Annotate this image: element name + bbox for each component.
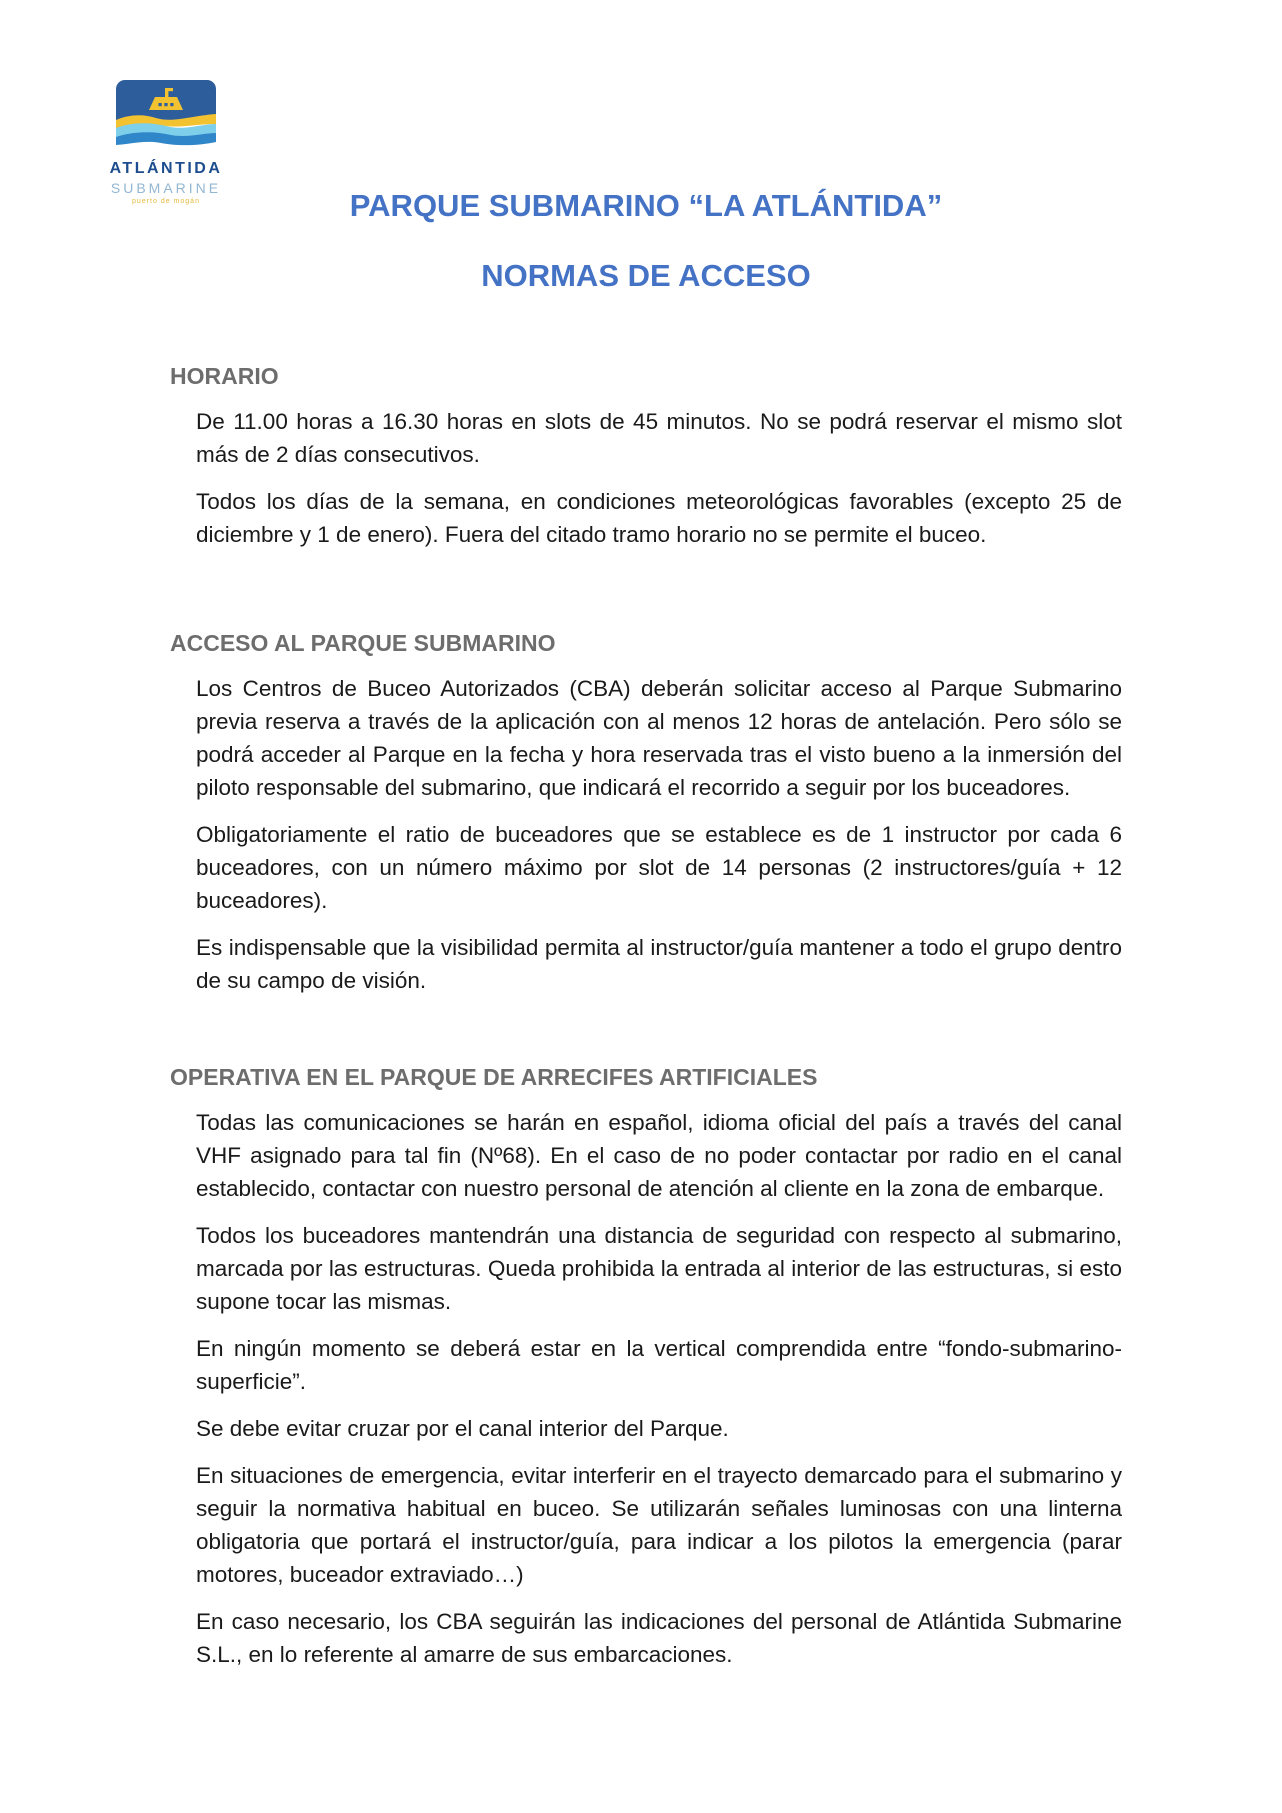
logo-brand-subname: SUBMARINE bbox=[110, 180, 222, 196]
logo-brand-name: ATLÁNTIDA bbox=[109, 160, 223, 177]
paragraph: Es indispensable que la visibilidad permita al instructor/guía mantener a todo el grupo dentro de su campo de visión. bbox=[196, 935, 1122, 993]
company-logo bbox=[99, 80, 233, 205]
document-title: PARQUE SUBMARINO “LA ATLÁNTIDA” bbox=[349, 188, 943, 223]
section-heading-operativa: OPERATIVA EN EL PARQUE DE ARRECIFES ARTIFICIALES bbox=[170, 1064, 818, 1090]
paragraph: En ningún momento se deberá estar en la vertical comprendida entre “fondo-submarino-superficie”. bbox=[196, 1336, 1122, 1394]
paragraph: Obligatoriamente el ratio de buceadores que se establece es de 1 instructor por cada 6 buceadores, con un número máximo por slot de 14 personas (2 instructores/guía + 12 buceadores). bbox=[196, 822, 1122, 913]
paragraph: En situaciones de emergencia, evitar interferir en el trayecto demarcado para el submarino y seguir la normativa habitual en buceo. Se utilizarán señales luminosas con una linterna obligatoria que portará el instructor/guía, para indicar a los pilotos la emergencia (parar motores, buceador extraviado…) bbox=[196, 1463, 1122, 1587]
document-body bbox=[0, 362, 1282, 1671]
paragraph: Todos los días de la semana, en condiciones meteorológicas favorables (excepto 25 de diciembre y 1 de enero). Fuera del citado tramo horario no se permite el buceo. bbox=[196, 489, 1122, 547]
submarine-logo-icon bbox=[116, 80, 216, 154]
paragraph: De 11.00 horas a 16.30 horas en slots de 45 minutos. No se podrá reservar el mismo slot más de 2 días consecutivos. bbox=[196, 409, 1122, 467]
paragraph: Todas las comunicaciones se harán en español, idioma oficial del país a través del canal VHF asignado para tal fin (Nº68). En el caso de no poder contactar por radio en el canal establecido, contactar con nuestro personal de atención al cliente en la zona de embarque. bbox=[196, 1110, 1122, 1201]
document-subtitle: NORMAS DE ACCESO bbox=[481, 258, 811, 293]
section-heading-acceso: ACCESO AL PARQUE SUBMARINO bbox=[170, 630, 556, 656]
section-heading-horario: HORARIO bbox=[170, 363, 279, 389]
logo-tagline: puerto de mogán bbox=[132, 198, 200, 205]
paragraph: Los Centros de Buceo Autorizados (CBA) deberán solicitar acceso al Parque Submarino previa reserva a través de la aplicación con al menos 12 horas de antelación. Pero sólo se podrá acceder al Parque en la fecha y hora reservada tras el visto bueno a la inmersión del piloto responsable del submarino, que indicará el recorrido a seguir por los buceadores. bbox=[196, 676, 1122, 800]
paragraph: En caso necesario, los CBA seguirán las indicaciones del personal de Atlántida Submarine S.L., en lo referente al amarre de sus embarcaciones. bbox=[196, 1609, 1122, 1667]
paragraph: Todos los buceadores mantendrán una distancia de seguridad con respecto al submarino, marcada por las estructuras. Queda prohibida la entrada al interior de las estructuras, si esto supone tocar las mismas. bbox=[196, 1223, 1122, 1314]
paragraph: Se debe evitar cruzar por el canal interior del Parque. bbox=[196, 1416, 729, 1441]
